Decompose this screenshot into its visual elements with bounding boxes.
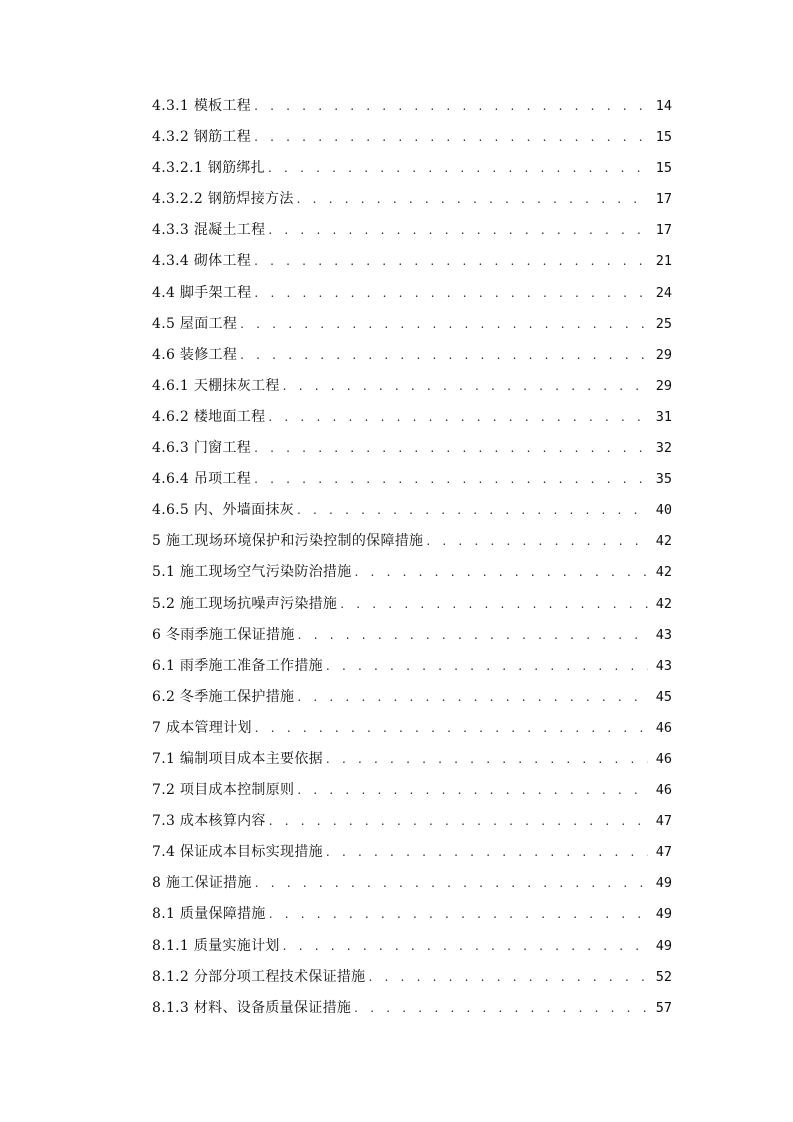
toc-entry[interactable] — [152, 215, 672, 246]
toc-entry[interactable] — [152, 651, 672, 682]
toc-dot-leader — [368, 962, 648, 993]
toc-dot-leader — [283, 931, 648, 962]
toc-entry-label: 4.6.4 吊项工程 — [152, 471, 252, 488]
toc-entry-label: 7.1 编制项目成本主要依据 — [152, 750, 323, 767]
toc-page-number: 57 — [655, 999, 672, 1016]
toc-entry[interactable] — [152, 122, 672, 153]
toc-page-number: 43 — [655, 626, 672, 643]
toc-page-number: 47 — [655, 844, 672, 861]
toc-entry[interactable] — [152, 931, 672, 962]
toc-entry[interactable] — [152, 402, 672, 433]
toc-entry-label: 8.1.1 质量实施计划 — [152, 937, 280, 954]
toc-page-number: 17 — [655, 191, 672, 208]
toc-entry[interactable] — [152, 246, 672, 277]
toc-entry[interactable] — [152, 557, 672, 588]
toc-page-number: 35 — [655, 471, 672, 488]
toc-page-number: 29 — [655, 377, 672, 394]
toc-dot-leader — [254, 246, 648, 277]
toc-page-number: 21 — [655, 253, 672, 270]
toc-dot-leader — [268, 153, 648, 184]
toc-entry[interactable] — [152, 744, 672, 775]
toc-dot-leader — [326, 837, 648, 868]
toc-page-number: 43 — [655, 657, 672, 674]
toc-dot-leader — [283, 371, 648, 402]
toc-dot-leader — [255, 713, 648, 744]
toc-entry-label: 7 成本管理计划 — [152, 719, 252, 736]
toc-entry[interactable] — [152, 371, 672, 402]
toc-page-number: 46 — [655, 719, 672, 736]
toc-page-number: 25 — [655, 315, 672, 332]
toc-entry-label: 6.1 雨季施工准备工作措施 — [152, 657, 323, 674]
toc-entry[interactable] — [152, 837, 672, 868]
toc-entry-label: 7.4 保证成本目标实现措施 — [152, 844, 323, 861]
toc-page-number: 49 — [655, 906, 672, 923]
toc-entry-label: 5.2 施工现场抗噪声污染措施 — [152, 595, 338, 612]
toc-page-number: 46 — [655, 782, 672, 799]
toc-page-number: 49 — [655, 875, 672, 892]
toc-page-number: 15 — [655, 129, 672, 146]
toc-dot-leader — [269, 806, 648, 837]
toc-page-number: 15 — [655, 160, 672, 177]
toc-entry[interactable] — [152, 153, 672, 184]
toc-dot-leader — [269, 899, 648, 930]
toc-entry[interactable] — [152, 91, 672, 122]
toc-entry[interactable] — [152, 309, 672, 340]
toc-entry-label: 4.3.1 模板工程 — [152, 98, 252, 114]
toc-entry-label: 7.3 成本核算内容 — [152, 813, 266, 830]
toc-dot-leader — [426, 526, 648, 557]
toc-entry-label: 4.3.4 砌体工程 — [152, 253, 252, 270]
toc-page-number: 29 — [655, 346, 672, 363]
toc-page-number: 32 — [655, 440, 672, 457]
toc-entry[interactable] — [152, 993, 672, 1024]
toc-dot-leader — [254, 433, 648, 464]
toc-entry[interactable] — [152, 806, 672, 837]
toc-entry-label: 8 施工保证措施 — [152, 875, 252, 892]
toc-entry-label: 8.1 质量保障措施 — [152, 906, 266, 923]
toc-dot-leader — [340, 589, 648, 620]
toc-entry[interactable] — [152, 526, 672, 557]
toc-entry-label: 4.6.2 楼地面工程 — [152, 408, 266, 425]
toc-entry[interactable] — [152, 340, 672, 371]
toc-entry-label: 8.1.3 材料、设备质量保证措施 — [152, 999, 352, 1016]
toc-dot-leader — [268, 402, 648, 433]
toc-dot-leader — [254, 278, 648, 309]
toc-dot-leader — [297, 775, 648, 806]
toc-page-number: 31 — [655, 408, 672, 425]
toc-page-number: 17 — [655, 222, 672, 239]
toc-dot-leader — [297, 682, 648, 713]
toc-dot-leader — [355, 557, 648, 588]
toc-dot-leader — [326, 744, 648, 775]
toc-page-number: 24 — [655, 284, 672, 301]
table-of-contents — [152, 91, 672, 1024]
toc-entry-label: 5.1 施工现场空气污染防治措施 — [152, 564, 352, 581]
toc-entry[interactable] — [152, 899, 672, 930]
toc-dot-leader — [240, 340, 648, 371]
toc-entry[interactable] — [152, 278, 672, 309]
toc-entry-label: 4.5 屋面工程 — [152, 315, 238, 332]
toc-entry[interactable] — [152, 184, 672, 215]
toc-entry-label: 6.2 冬季施工保护措施 — [152, 688, 295, 705]
toc-entry-label: 7.2 项目成本控制原则 — [152, 782, 295, 799]
toc-dot-leader — [326, 651, 648, 682]
toc-entry-label: 4.6.3 门窗工程 — [152, 440, 252, 457]
toc-page-number: 52 — [655, 968, 672, 985]
toc-dot-leader — [254, 122, 648, 153]
toc-entry-label: 5 施工现场环境保护和污染控制的保障措施 — [152, 533, 424, 550]
toc-entry-label: 8.1.2 分部分项工程技术保证措施 — [152, 968, 366, 985]
toc-page-number: 46 — [655, 750, 672, 767]
toc-entry[interactable] — [152, 589, 672, 620]
toc-dot-leader — [298, 620, 648, 651]
toc-dot-leader — [297, 184, 648, 215]
toc-dot-leader — [297, 495, 648, 526]
toc-dot-leader — [354, 993, 648, 1024]
toc-entry-label: 4.3.3 混凝土工程 — [152, 222, 266, 239]
toc-entry[interactable] — [152, 620, 672, 651]
toc-entry[interactable] — [152, 682, 672, 713]
toc-entry[interactable] — [152, 713, 672, 744]
toc-entry[interactable] — [152, 495, 672, 526]
toc-entry-label: 4.4 脚手架工程 — [152, 284, 252, 301]
toc-entry[interactable] — [152, 775, 672, 806]
toc-entry[interactable] — [152, 868, 672, 899]
toc-entry-label: 4.3.2 钢筋工程 — [152, 129, 252, 146]
toc-page-number: 45 — [655, 688, 672, 705]
toc-page-number: 42 — [655, 595, 672, 612]
toc-entry-label: 4.6 装修工程 — [152, 346, 238, 363]
toc-page-number: 42 — [655, 533, 672, 550]
toc-entry-label: 4.3.2.2 钢筋焊接方法 — [152, 191, 294, 208]
toc-entry[interactable] — [152, 433, 672, 464]
toc-dot-leader — [254, 91, 648, 122]
toc-dot-leader — [268, 215, 648, 246]
toc-page-number: 42 — [655, 564, 672, 581]
toc-entry-label: 4.6.1 天棚抹灰工程 — [152, 377, 280, 394]
toc-entry-label: 6 冬雨季施工保证措施 — [152, 626, 295, 643]
toc-entry[interactable] — [152, 962, 672, 993]
toc-dot-leader — [254, 464, 648, 495]
toc-page-number: 47 — [655, 813, 672, 830]
toc-page-number: 40 — [655, 502, 672, 519]
toc-page-number: 49 — [655, 937, 672, 954]
toc-entry-label: 4.6.5 内、外墙面抹灰 — [152, 502, 294, 519]
toc-dot-leader — [240, 309, 648, 340]
toc-entry[interactable] — [152, 464, 672, 495]
toc-dot-leader — [255, 868, 648, 899]
toc-page-number: 14 — [655, 98, 672, 114]
toc-entry-label: 4.3.2.1 钢筋绑扎 — [152, 160, 266, 177]
